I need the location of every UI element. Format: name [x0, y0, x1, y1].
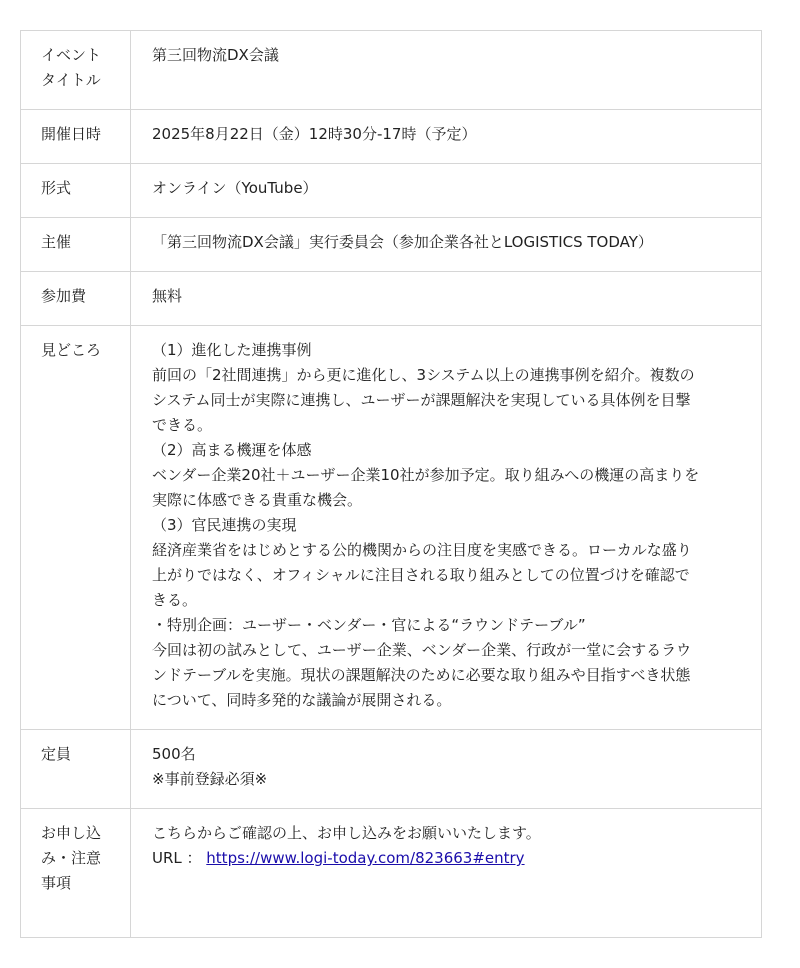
table-row-capacity — [21, 730, 762, 809]
row-label-apply-line-1: お申し込 — [41, 824, 102, 842]
table-row-highlights — [21, 326, 762, 730]
row-label-apply-line-3: 事項 — [41, 874, 72, 892]
row-value-highlights — [131, 326, 762, 730]
row-value-title: 第三回物流DX会議 — [131, 31, 762, 110]
apply-instruction: こちらからご確認の上、お申し込みをお願いいたします。 — [152, 824, 541, 842]
row-label-title — [21, 31, 131, 110]
row-label-capacity: 定員 — [21, 730, 131, 809]
row-label-format: 形式 — [21, 164, 131, 218]
highlight-line: できる。 — [152, 416, 213, 434]
row-label-apply-line-2: み・注意 — [41, 849, 102, 867]
row-value-capacity — [131, 730, 762, 809]
table-row-date — [21, 110, 762, 164]
highlight-line: について、同時多発的な議論が展開される。 — [152, 691, 452, 709]
row-label-fee: 参加費 — [21, 272, 131, 326]
row-value-format: オンライン（YouTube） — [131, 164, 762, 218]
row-label-title-line-1: イベント — [41, 46, 102, 64]
highlight-line: （3）官民連携の実現 — [152, 516, 297, 534]
highlight-line: 前回の「2社間連携」から更に進化し、3システム以上の連携事例を紹介。複数の — [152, 366, 695, 384]
table-row-apply — [21, 809, 762, 938]
event-info-table — [20, 30, 762, 938]
highlight-line: 実際に体感できる貴重な機会。 — [152, 491, 363, 509]
row-value-apply — [131, 809, 762, 938]
row-label-apply — [21, 809, 131, 938]
row-label-highlights: 見どころ — [21, 326, 131, 730]
row-label-host: 主催 — [21, 218, 131, 272]
highlight-line: 今回は初の試みとして、ユーザー企業、ベンダー企業、行政が一堂に会するラウ — [152, 641, 692, 659]
highlight-line: ・特別企画：ユーザー・ベンダー・官による“ラウンドテーブル” — [152, 616, 586, 634]
capacity-note: ※事前登録必須※ — [152, 770, 268, 788]
table-row-title — [21, 31, 762, 110]
table-row-format — [21, 164, 762, 218]
row-value-fee: 無料 — [131, 272, 762, 326]
highlight-line: 経済産業省をはじめとする公的機関からの注目度を実感できる。ローカルな盛り — [152, 541, 692, 559]
url-prefix: URL ： — [152, 849, 207, 867]
highlight-line: ンドテーブルを実施。現状の課題解決のために必要な取り組みや目指すべき状態 — [152, 666, 691, 684]
row-value-date: 2025年8月22日（金）12時30分-17時（予定） — [131, 110, 762, 164]
highlight-line: （1）進化した連携事例 — [152, 341, 312, 359]
highlight-line: ベンダー企業20社＋ユーザー企業10社が参加予定。取り組みへの機運の高まりを — [152, 466, 700, 484]
capacity-count: 500名 — [152, 745, 196, 763]
highlight-line: システム同士が実際に連携し、ユーザーが課題解決を実現している具体例を目撃 — [152, 391, 691, 409]
row-label-date: 開催日時 — [21, 110, 131, 164]
highlight-line: きる。 — [152, 591, 198, 609]
entry-link[interactable]: https://www.logi-today.com/823663#entry — [206, 849, 525, 867]
highlight-line: 上がりではなく、オフィシャルに注目される取り組みとしての位置づけを確認で — [152, 566, 690, 584]
row-value-host: 「第三回物流DX会議」実行委員会（参加企業各社とLOGISTICS TODAY） — [131, 218, 762, 272]
row-label-title-line-2: タイトル — [41, 71, 101, 89]
highlight-line: （2）高まる機運を体感 — [152, 441, 312, 459]
table-row-host — [21, 218, 762, 272]
table-row-fee — [21, 272, 762, 326]
apply-url-line — [152, 846, 741, 871]
